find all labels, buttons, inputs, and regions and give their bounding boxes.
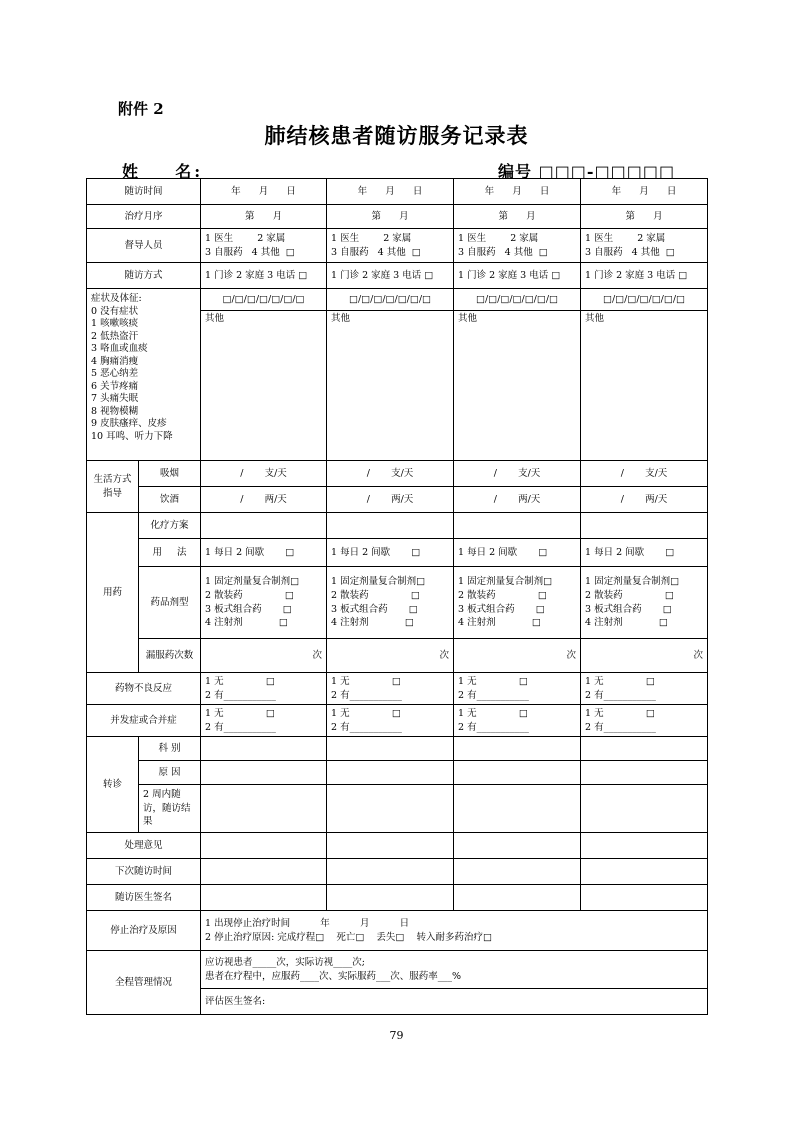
symptoms-boxes-cell-1[interactable]: □/□/□/□/□/□/□ [201, 289, 327, 311]
adverse-line-2: 2 有___________ [585, 689, 656, 701]
adverse-reaction-cell-3[interactable] [454, 673, 581, 705]
symptoms-label [87, 289, 201, 461]
dosage-form-cell-2[interactable] [327, 567, 454, 639]
dosage-form-line: 3 板式组合药 □ [458, 603, 545, 615]
symptoms-other-cell-3[interactable]: 其他 [454, 311, 581, 461]
dosage-form-line: 1 固定剂量复合制剂□ [458, 575, 553, 587]
referral-reason-cell-1[interactable] [201, 761, 327, 785]
row-stop-treatment [87, 911, 708, 951]
referral-reason-cell-4[interactable] [581, 761, 708, 785]
visit-time-cell-3[interactable]: 年 月 日 [454, 179, 581, 205]
dosage-form-line: 3 板式组合药 □ [205, 603, 292, 615]
name-field-label: 姓 名: [122, 162, 204, 181]
drinking-cell-4[interactable]: / 两/天 [581, 487, 708, 513]
complications-cell-2[interactable] [327, 705, 454, 737]
referral-reason-label: 原 因 [139, 761, 201, 785]
missed-doses-cell-4[interactable]: 次 [581, 639, 708, 673]
doctor-signature-cell-1[interactable] [201, 885, 327, 911]
chemo-plan-cell-3[interactable] [454, 513, 581, 539]
smoking-cell-2[interactable]: / 支/天 [327, 461, 454, 487]
follow-up-form-table [86, 178, 708, 1015]
complication-line-2: 2 有___________ [205, 721, 276, 733]
opinion-cell-3[interactable] [454, 833, 581, 859]
row-supervisor [87, 229, 708, 263]
treatment-month-cell-2[interactable]: 第 月 [327, 205, 454, 229]
complication-line-1: 1 无 □ [458, 707, 528, 719]
supervisor-line-1: 1 医生 2 家属 [331, 232, 412, 244]
visit-time-cell-1[interactable]: 年 月 日 [201, 179, 327, 205]
complication-line-1: 1 无 □ [331, 707, 401, 719]
symptoms-boxes-cell-4[interactable]: □/□/□/□/□/□/□ [581, 289, 708, 311]
smoking-label: 吸烟 [139, 461, 201, 487]
complication-line-2: 2 有___________ [331, 721, 402, 733]
next-visit-cell-1[interactable] [201, 859, 327, 885]
supervisor-label: 督导人员 [87, 229, 201, 263]
overall-management-label: 全程管理情况 [87, 951, 201, 1015]
evaluator-signature-cell[interactable]: 评估医生签名: [201, 989, 708, 1015]
row-visit-method [87, 263, 708, 289]
symptoms-label-line: 7 头痛失眠 [91, 393, 139, 405]
drinking-cell-3[interactable]: / 两/天 [454, 487, 581, 513]
row-smoking [87, 461, 708, 487]
row-visit-time [87, 179, 708, 205]
dosage-form-cell-1[interactable] [201, 567, 327, 639]
opinion-cell-2[interactable] [327, 833, 454, 859]
next-visit-cell-2[interactable] [327, 859, 454, 885]
row-missed-doses [87, 639, 708, 673]
dosage-form-line: 2 散装药 □ [205, 589, 294, 601]
chemo-plan-cell-1[interactable] [201, 513, 327, 539]
referral-dept-cell-4[interactable] [581, 737, 708, 761]
supervisor-line-1: 1 医生 2 家属 [458, 232, 539, 244]
row-referral-dept [87, 737, 708, 761]
usage-cell-2[interactable]: 1 每日 2 间歇 □ [327, 539, 454, 567]
adverse-reaction-cell-2[interactable] [327, 673, 454, 705]
adverse-line-1: 1 无 □ [458, 675, 528, 687]
visit-method-cell-2[interactable]: 1 门诊 2 家庭 3 电话 □ [327, 263, 454, 289]
row-doctor-signature [87, 885, 708, 911]
adverse-reaction-label: 药物不良反应 [87, 673, 201, 705]
visit-time-cell-4[interactable]: 年 月 日 [581, 179, 708, 205]
dosage-form-line: 4 注射剂 □ [205, 617, 288, 629]
row-next-visit [87, 859, 708, 885]
referral-dept-cell-2[interactable] [327, 737, 454, 761]
dosage-form-cell-4[interactable] [581, 567, 708, 639]
dosage-form-line: 3 板式组合药 □ [585, 603, 672, 615]
usage-cell-4[interactable]: 1 每日 2 间歇 □ [581, 539, 708, 567]
supervisor-cell-3[interactable] [454, 229, 581, 263]
attachment-label: 附件 2 [118, 100, 164, 118]
dosage-form-line: 1 固定剂量复合制剂□ [585, 575, 680, 587]
missed-doses-label: 漏服药次数 [139, 639, 201, 673]
symptoms-label-line: 8 视物模糊 [91, 405, 139, 417]
symptoms-label-line: 症状及体征: [91, 293, 142, 304]
row-dosage-form [87, 567, 708, 639]
row-opinion [87, 833, 708, 859]
dosage-form-line: 2 散装药 □ [585, 589, 674, 601]
referral-dept-label: 科 别 [139, 737, 201, 761]
treatment-month-label: 治疗月序 [87, 205, 201, 229]
row-drinking [87, 487, 708, 513]
row-referral-reason [87, 761, 708, 785]
dosage-form-line: 4 注射剂 □ [585, 617, 668, 629]
row-symptoms-boxes [87, 289, 708, 311]
complications-cell-1[interactable] [201, 705, 327, 737]
supervisor-line-2: 3 自服药 4 其他 □ [205, 246, 295, 258]
complications-cell-3[interactable] [454, 705, 581, 737]
missed-doses-cell-3[interactable]: 次 [454, 639, 581, 673]
drinking-cell-1[interactable]: / 两/天 [201, 487, 327, 513]
symptoms-other-cell-1[interactable]: 其他 [201, 311, 327, 461]
dosage-form-line: 1 固定剂量复合制剂□ [205, 575, 300, 587]
smoking-cell-1[interactable]: / 支/天 [201, 461, 327, 487]
adverse-line-2: 2 有___________ [331, 689, 402, 701]
symptoms-label-line: 5 恶心纳差 [91, 368, 139, 380]
page-number: 79 [389, 1029, 404, 1042]
referral-result-cell-4[interactable] [581, 785, 708, 833]
usage-cell-1[interactable]: 1 每日 2 间歇 □ [201, 539, 327, 567]
supervisor-line-2: 3 自服药 4 其他 □ [331, 246, 421, 258]
dosage-form-line: 1 固定剂量复合制剂□ [331, 575, 426, 587]
opinion-cell-4[interactable] [581, 833, 708, 859]
row-complications [87, 705, 708, 737]
opinion-label: 处理意见 [87, 833, 201, 859]
row-overall-management [87, 951, 708, 989]
next-visit-cell-4[interactable] [581, 859, 708, 885]
complication-line-2: 2 有___________ [585, 721, 656, 733]
row-adverse-reaction [87, 673, 708, 705]
symptoms-label-line: 2 低热盗汗 [91, 330, 139, 342]
dosage-form-line: 4 注射剂 □ [458, 617, 541, 629]
overall-management-cell[interactable] [201, 951, 708, 989]
stop-treatment-line-1: 1 出现停止治疗时间 年 月 日 [205, 917, 410, 929]
lifestyle-label: 生活方式指导 [87, 461, 139, 513]
symptoms-boxes-cell-2[interactable]: □/□/□/□/□/□/□ [327, 289, 454, 311]
medication-label: 用药 [87, 513, 139, 673]
complication-line-1: 1 无 □ [205, 707, 275, 719]
doctor-signature-label: 随访医生签名 [87, 885, 201, 911]
stop-treatment-cell[interactable] [201, 911, 708, 951]
smoking-cell-4[interactable]: / 支/天 [581, 461, 708, 487]
doctor-signature-cell-3[interactable] [454, 885, 581, 911]
visit-time-cell-2[interactable]: 年 月 日 [327, 179, 454, 205]
doctor-signature-cell-4[interactable] [581, 885, 708, 911]
row-treatment-month [87, 205, 708, 229]
drinking-label: 饮酒 [139, 487, 201, 513]
dosage-form-line: 2 散装药 □ [331, 589, 420, 601]
overall-line-1: 应访视患者_____次，实际访视____次; [205, 956, 365, 968]
chemo-plan-cell-4[interactable] [581, 513, 708, 539]
row-chemo-plan [87, 513, 708, 539]
drinking-cell-2[interactable]: / 两/天 [327, 487, 454, 513]
form-title: 肺结核患者随访服务记录表 [264, 123, 529, 148]
doctor-signature-cell-2[interactable] [327, 885, 454, 911]
adverse-reaction-cell-1[interactable] [201, 673, 327, 705]
referral-result-cell-2[interactable] [327, 785, 454, 833]
symptoms-label-line: 0 没有症状 [91, 305, 139, 317]
dosage-form-line: 4 注射剂 □ [331, 617, 414, 629]
referral-dept-cell-1[interactable] [201, 737, 327, 761]
complication-line-2: 2 有___________ [458, 721, 529, 733]
symptoms-label-line: 3 咯血或血痰 [91, 343, 148, 355]
next-visit-label: 下次随访时间 [87, 859, 201, 885]
dosage-form-cell-3[interactable] [454, 567, 581, 639]
usage-cell-3[interactable]: 1 每日 2 间歇 □ [454, 539, 581, 567]
dosage-form-line: 2 散装药 □ [458, 589, 547, 601]
adverse-line-2: 2 有___________ [458, 689, 529, 701]
supervisor-cell-2[interactable] [327, 229, 454, 263]
adverse-line-1: 1 无 □ [205, 675, 275, 687]
symptoms-label-line: 6 关节疼痛 [91, 380, 139, 392]
stop-treatment-line-2: 2 停止治疗原因: 完成疗程□ 死亡□ 丢失□ 转入耐多药治疗□ [205, 931, 492, 943]
visit-method-cell-4[interactable]: 1 门诊 2 家庭 3 电话 □ [581, 263, 708, 289]
supervisor-line-1: 1 医生 2 家属 [205, 232, 286, 244]
adverse-reaction-cell-4[interactable] [581, 673, 708, 705]
visit-method-cell-1[interactable]: 1 门诊 2 家庭 3 电话 □ [201, 263, 327, 289]
adverse-line-1: 1 无 □ [331, 675, 401, 687]
treatment-month-cell-4[interactable]: 第 月 [581, 205, 708, 229]
supervisor-cell-4[interactable] [581, 229, 708, 263]
referral-reason-cell-2[interactable] [327, 761, 454, 785]
overall-line-2: 患者在疗程中，应服药____次、实际服药___次、服药率___% [205, 970, 462, 982]
symptoms-boxes-cell-3[interactable]: □/□/□/□/□/□/□ [454, 289, 581, 311]
referral-result-cell-1[interactable] [201, 785, 327, 833]
referral-result-cell-3[interactable] [454, 785, 581, 833]
row-usage [87, 539, 708, 567]
visit-time-label: 随访时间 [87, 179, 201, 205]
symptoms-label-line: 9 皮肤瘙痒、皮疹 [91, 418, 167, 430]
usage-label: 用 法 [139, 539, 201, 567]
row-referral-result [87, 785, 708, 833]
code-field-label: 编号 □□□-□□□□□ [498, 162, 676, 181]
treatment-month-cell-1[interactable]: 第 月 [201, 205, 327, 229]
treatment-month-cell-3[interactable]: 第 月 [454, 205, 581, 229]
complications-cell-4[interactable] [581, 705, 708, 737]
adverse-line-2: 2 有___________ [205, 689, 276, 701]
supervisor-cell-1[interactable] [201, 229, 327, 263]
next-visit-cell-3[interactable] [454, 859, 581, 885]
visit-method-label: 随访方式 [87, 263, 201, 289]
chemo-plan-label: 化疗方案 [139, 513, 201, 539]
referral-dept-cell-3[interactable] [454, 737, 581, 761]
symptoms-other-cell-4[interactable]: 其他 [581, 311, 708, 461]
opinion-cell-1[interactable] [201, 833, 327, 859]
supervisor-line-2: 3 自服药 4 其他 □ [458, 246, 548, 258]
supervisor-line-1: 1 医生 2 家属 [585, 232, 666, 244]
symptoms-label-line: 1 咳嗽咳痰 [91, 318, 139, 330]
visit-method-cell-3[interactable]: 1 门诊 2 家庭 3 电话 □ [454, 263, 581, 289]
dosage-form-line: 3 板式组合药 □ [331, 603, 418, 615]
smoking-cell-3[interactable]: / 支/天 [454, 461, 581, 487]
missed-doses-cell-1[interactable]: 次 [201, 639, 327, 673]
chemo-plan-cell-2[interactable] [327, 513, 454, 539]
referral-reason-cell-3[interactable] [454, 761, 581, 785]
referral-result-label: 2 周内随访，随访结果 [139, 785, 201, 833]
supervisor-line-2: 3 自服药 4 其他 □ [585, 246, 675, 258]
dosage-form-label: 药品剂型 [139, 567, 201, 639]
missed-doses-cell-2[interactable]: 次 [327, 639, 454, 673]
adverse-line-1: 1 无 □ [585, 675, 655, 687]
symptoms-other-cell-2[interactable]: 其他 [327, 311, 454, 461]
complications-label: 并发症或合并症 [87, 705, 201, 737]
referral-label: 转诊 [87, 737, 139, 833]
symptoms-label-line: 4 胸痛消瘦 [91, 355, 139, 367]
complication-line-1: 1 无 □ [585, 707, 655, 719]
stop-treatment-label: 停止治疗及原因 [87, 911, 201, 951]
symptoms-label-line: 10 耳鸣、听力下降 [91, 430, 173, 442]
